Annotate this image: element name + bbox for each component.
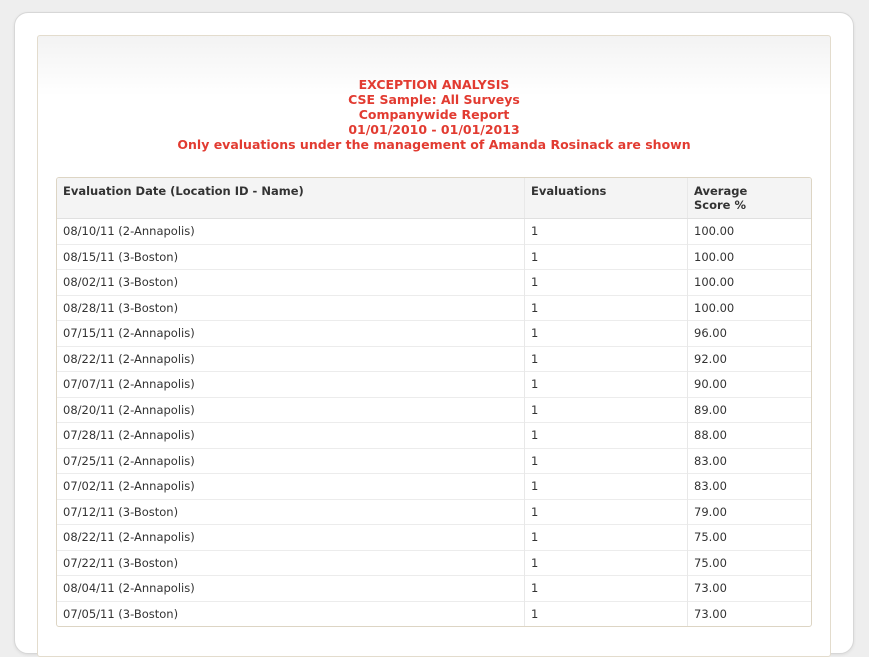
cell-average-score: 75.00 xyxy=(688,525,812,551)
cell-average-score: 92.00 xyxy=(688,346,812,372)
cell-evaluations: 1 xyxy=(525,219,688,245)
cell-evaluation-date: 07/05/11 (3-Boston) xyxy=(57,601,525,626)
table-row xyxy=(57,321,811,347)
cell-evaluation-date: 07/15/11 (2-Annapolis) xyxy=(57,321,525,347)
cell-evaluations: 1 xyxy=(525,372,688,398)
table-row xyxy=(57,576,811,602)
cell-evaluations: 1 xyxy=(525,576,688,602)
report-panel xyxy=(37,35,831,657)
cell-average-score: 89.00 xyxy=(688,397,812,423)
cell-average-score: 100.00 xyxy=(688,244,812,270)
cell-average-score: 100.00 xyxy=(688,295,812,321)
report-header xyxy=(38,77,830,152)
cell-evaluations: 1 xyxy=(525,270,688,296)
cell-evaluation-date: 07/12/11 (3-Boston) xyxy=(57,499,525,525)
report-card xyxy=(14,12,854,654)
cell-evaluation-date: 08/22/11 (2-Annapolis) xyxy=(57,525,525,551)
table-row xyxy=(57,550,811,576)
cell-evaluation-date: 08/04/11 (2-Annapolis) xyxy=(57,576,525,602)
table-row xyxy=(57,474,811,500)
cell-average-score: 96.00 xyxy=(688,321,812,347)
cell-evaluation-date: 08/15/11 (3-Boston) xyxy=(57,244,525,270)
cell-evaluations: 1 xyxy=(525,448,688,474)
cell-evaluations: 1 xyxy=(525,499,688,525)
table-row xyxy=(57,295,811,321)
table-body xyxy=(57,219,811,627)
cell-average-score: 83.00 xyxy=(688,474,812,500)
table-row xyxy=(57,244,811,270)
report-subtitle-survey: CSE Sample: All Surveys xyxy=(348,92,520,107)
cell-evaluation-date: 08/10/11 (2-Annapolis) xyxy=(63,224,195,239)
cell-average-score: 79.00 xyxy=(688,499,812,525)
table-row xyxy=(57,346,811,372)
cell-evaluation-date: 07/28/11 (2-Annapolis) xyxy=(57,423,525,449)
report-date-range: 01/01/2010 - 01/01/2013 xyxy=(348,122,520,137)
table-row xyxy=(57,219,811,245)
exception-table xyxy=(57,178,811,626)
report-title: EXCEPTION ANALYSIS xyxy=(358,77,510,92)
cell-evaluation-date: 08/22/11 (2-Annapolis) xyxy=(57,346,525,372)
cell-evaluations: 1 xyxy=(525,601,688,626)
cell-evaluations: 1 xyxy=(525,525,688,551)
cell-evaluations: 1 xyxy=(525,346,688,372)
table-row xyxy=(57,448,811,474)
cell-average-score: 75.00 xyxy=(688,550,812,576)
cell-average-score: 100.00 xyxy=(688,219,812,245)
table-row xyxy=(57,499,811,525)
column-header-evaluation-date: Evaluation Date (Location ID - Name) xyxy=(57,178,525,219)
cell-evaluation-date: 07/07/11 (2-Annapolis) xyxy=(57,372,525,398)
cell-evaluations: 1 xyxy=(525,321,688,347)
report-filter-note: Only evaluations under the management of Amanda Rosinack are shown xyxy=(177,137,691,152)
report-subtitle-scope: Companywide Report xyxy=(358,107,510,122)
table-row xyxy=(57,270,811,296)
cell-evaluation-date: 07/22/11 (3-Boston) xyxy=(57,550,525,576)
cell-average-score: 73.00 xyxy=(688,601,812,626)
cell-evaluations: 1 xyxy=(525,295,688,321)
cell-average-score: 90.00 xyxy=(688,372,812,398)
table-header-row xyxy=(57,178,811,219)
average-score-header-line2: Score % xyxy=(694,198,746,212)
cell-average-score: 73.00 xyxy=(688,576,812,602)
exception-table-container xyxy=(56,177,812,627)
cell-evaluations: 1 xyxy=(525,474,688,500)
cell-average-score: 100.00 xyxy=(688,270,812,296)
table-row xyxy=(57,372,811,398)
cell-evaluation-date: 07/02/11 (2-Annapolis) xyxy=(57,474,525,500)
cell-evaluations: 1 xyxy=(525,423,688,449)
cell-evaluations: 1 xyxy=(525,244,688,270)
table-row xyxy=(57,601,811,626)
column-header-average-score xyxy=(688,178,812,219)
table-row xyxy=(57,525,811,551)
cell-evaluation-date: 07/25/11 (2-Annapolis) xyxy=(57,448,525,474)
cell-evaluations: 1 xyxy=(525,550,688,576)
cell-evaluation-date: 08/28/11 (3-Boston) xyxy=(57,295,525,321)
table-row xyxy=(57,423,811,449)
cell-evaluation-date: 08/20/11 (2-Annapolis) xyxy=(57,397,525,423)
cell-average-score: 88.00 xyxy=(688,423,812,449)
column-header-evaluations: Evaluations xyxy=(525,178,688,219)
average-score-header-line1: Average xyxy=(694,184,748,198)
cell-evaluations: 1 xyxy=(525,397,688,423)
table-row xyxy=(57,397,811,423)
cell-average-score: 83.00 xyxy=(688,448,812,474)
cell-evaluation-date: 08/02/11 (3-Boston) xyxy=(57,270,525,296)
